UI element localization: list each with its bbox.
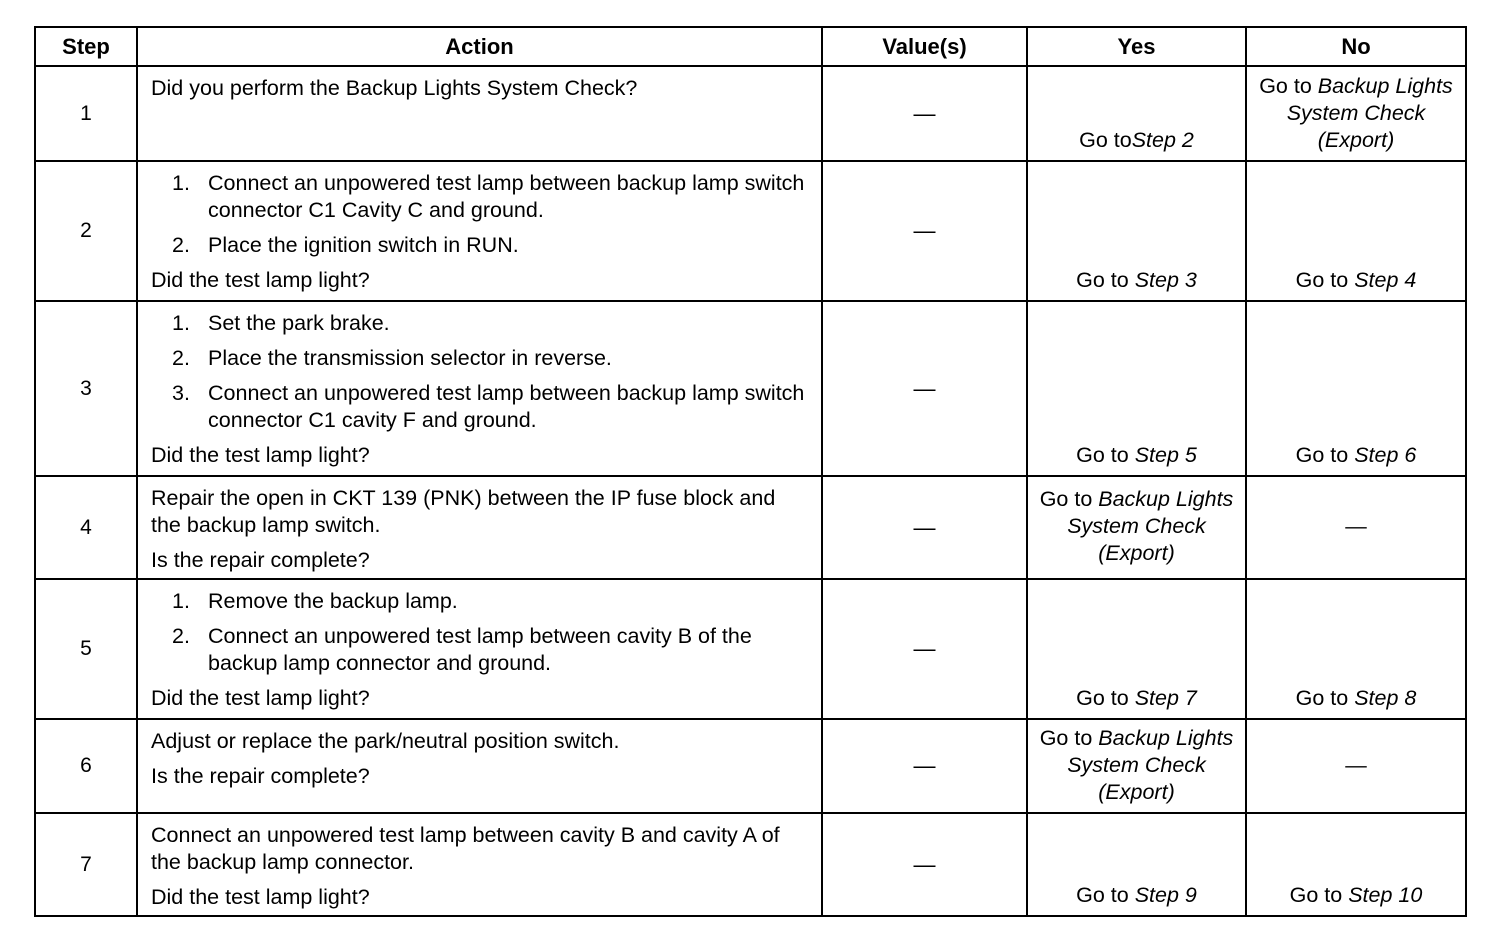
action-step-number: 3. (172, 381, 190, 405)
yes-goto-prefix: Go to (1076, 443, 1135, 467)
action-text: Connect an unpowered test lamp between cavity B and cavity A of the backup lamp connector. (151, 823, 780, 874)
step-number: 4 (35, 476, 137, 579)
yes-goto-prefix: Go to (1076, 883, 1135, 907)
action-cell (137, 813, 822, 916)
action-cell (137, 719, 822, 813)
yes-goto-prefix: Go to (1079, 128, 1132, 152)
action-cell (137, 476, 822, 579)
no-goto-prefix: Go to (1259, 74, 1318, 98)
action-step-item (151, 623, 811, 677)
yes-goto-prefix: Go to (1039, 725, 1099, 750)
no-goto-prefix: Go to (1295, 268, 1355, 292)
diagnostic-table (34, 26, 1467, 917)
no-cell (1246, 66, 1466, 161)
action-step-number: 2. (172, 624, 190, 648)
table-row (35, 476, 1466, 579)
step-number: 5 (35, 579, 137, 719)
no-cell (1246, 579, 1466, 719)
action-step-item (151, 588, 811, 615)
action-question: Did the test lamp light? (151, 443, 370, 467)
header-row (35, 27, 1466, 66)
action-step-number: 1. (172, 311, 190, 335)
yes-goto-target: Step 5 (1134, 443, 1197, 467)
action-steps-list (151, 170, 811, 259)
action-step-item (151, 170, 811, 224)
no-goto-target: — (1345, 514, 1367, 538)
yes-goto-target: Backup Lights System Check (Export) (1067, 487, 1234, 565)
table-row (35, 301, 1466, 476)
action-cell (137, 579, 822, 719)
no-goto-target: Backup Lights System Check (Export) (1286, 74, 1453, 152)
no-goto-target: Step 8 (1354, 686, 1417, 710)
table-body (35, 66, 1466, 916)
action-step-text: Connect an unpowered test lamp between backup lamp switch connector C1 cavity F and ground. (208, 381, 805, 432)
action-step-text: Remove the backup lamp. (208, 589, 458, 613)
action-step-number: 2. (172, 346, 190, 370)
yes-cell (1027, 66, 1246, 161)
yes-cell (1027, 579, 1246, 719)
header-yes: Yes (1027, 27, 1246, 66)
yes-goto-target: Step 3 (1134, 268, 1197, 292)
action-step-text: Connect an unpowered test lamp between backup lamp switch connector C1 Cavity C and ground. (208, 171, 805, 222)
yes-cell (1027, 476, 1246, 579)
action-question: Is the repair complete? (151, 764, 370, 788)
action-cell (137, 66, 822, 161)
no-cell (1246, 301, 1466, 476)
yes-goto-target: Step 2 (1131, 128, 1194, 152)
action-steps-list (151, 310, 811, 434)
no-goto-prefix: Go to (1289, 883, 1349, 907)
value-cell: — (822, 66, 1027, 161)
action-steps-list (151, 588, 811, 677)
no-goto-target: Step 10 (1348, 883, 1423, 907)
step-number: 7 (35, 813, 137, 916)
value-cell: — (822, 719, 1027, 813)
step-number: 3 (35, 301, 137, 476)
action-step-number: 2. (172, 233, 190, 257)
action-step-item (151, 232, 811, 259)
value-cell: — (822, 579, 1027, 719)
no-cell (1246, 161, 1466, 301)
yes-cell (1027, 719, 1246, 813)
action-step-number: 1. (172, 171, 190, 195)
action-text: Repair the open in CKT 139 (PNK) between the IP fuse block and the backup lamp switch. (151, 486, 776, 537)
no-goto-target: — (1345, 752, 1367, 777)
yes-goto-prefix: Go to (1039, 487, 1099, 511)
action-text: Adjust or replace the park/neutral position switch. (151, 729, 620, 753)
yes-goto-target: Step 7 (1134, 686, 1197, 710)
yes-goto-target: Step 9 (1134, 883, 1197, 907)
action-step-item (151, 310, 811, 337)
action-question: Did the test lamp light? (151, 268, 370, 292)
action-question: Is the repair complete? (151, 548, 370, 572)
no-cell (1246, 719, 1466, 813)
table-row (35, 813, 1466, 916)
action-question: Did the test lamp light? (151, 885, 370, 909)
value-cell: — (822, 301, 1027, 476)
action-step-text: Place the ignition switch in RUN. (208, 233, 519, 257)
header-step: Step (35, 27, 137, 66)
action-step-item (151, 345, 811, 372)
action-step-item (151, 380, 811, 434)
header-no: No (1246, 27, 1466, 66)
no-cell (1246, 813, 1466, 916)
action-cell (137, 301, 822, 476)
yes-cell (1027, 301, 1246, 476)
no-cell (1246, 476, 1466, 579)
action-cell (137, 161, 822, 301)
step-number: 6 (35, 719, 137, 813)
action-step-text: Set the park brake. (208, 311, 390, 335)
action-text: Did you perform the Backup Lights System Check? (151, 76, 638, 100)
action-step-number: 1. (172, 589, 190, 613)
value-cell: — (822, 476, 1027, 579)
yes-cell (1027, 161, 1246, 301)
step-number: 2 (35, 161, 137, 301)
step-number: 1 (35, 66, 137, 161)
value-cell: — (822, 813, 1027, 916)
yes-goto-prefix: Go to (1076, 686, 1135, 710)
value-cell: — (822, 161, 1027, 301)
action-step-text: Connect an unpowered test lamp between cavity B of the backup lamp connector and ground. (208, 624, 752, 675)
yes-goto-target: Backup Lights System Check (Export) (1067, 725, 1234, 804)
yes-cell (1027, 813, 1246, 916)
header-action: Action (137, 27, 822, 66)
no-goto-target: Step 4 (1354, 268, 1417, 292)
table-row (35, 66, 1466, 161)
table-row (35, 161, 1466, 301)
yes-goto-prefix: Go to (1076, 268, 1135, 292)
header-values: Value(s) (822, 27, 1027, 66)
action-step-text: Place the transmission selector in reverse. (208, 346, 612, 370)
table-row (35, 579, 1466, 719)
no-goto-prefix: Go to (1295, 686, 1355, 710)
action-question: Did the test lamp light? (151, 686, 370, 710)
table-row (35, 719, 1466, 813)
no-goto-target: Step 6 (1354, 443, 1417, 467)
no-goto-prefix: Go to (1295, 443, 1355, 467)
